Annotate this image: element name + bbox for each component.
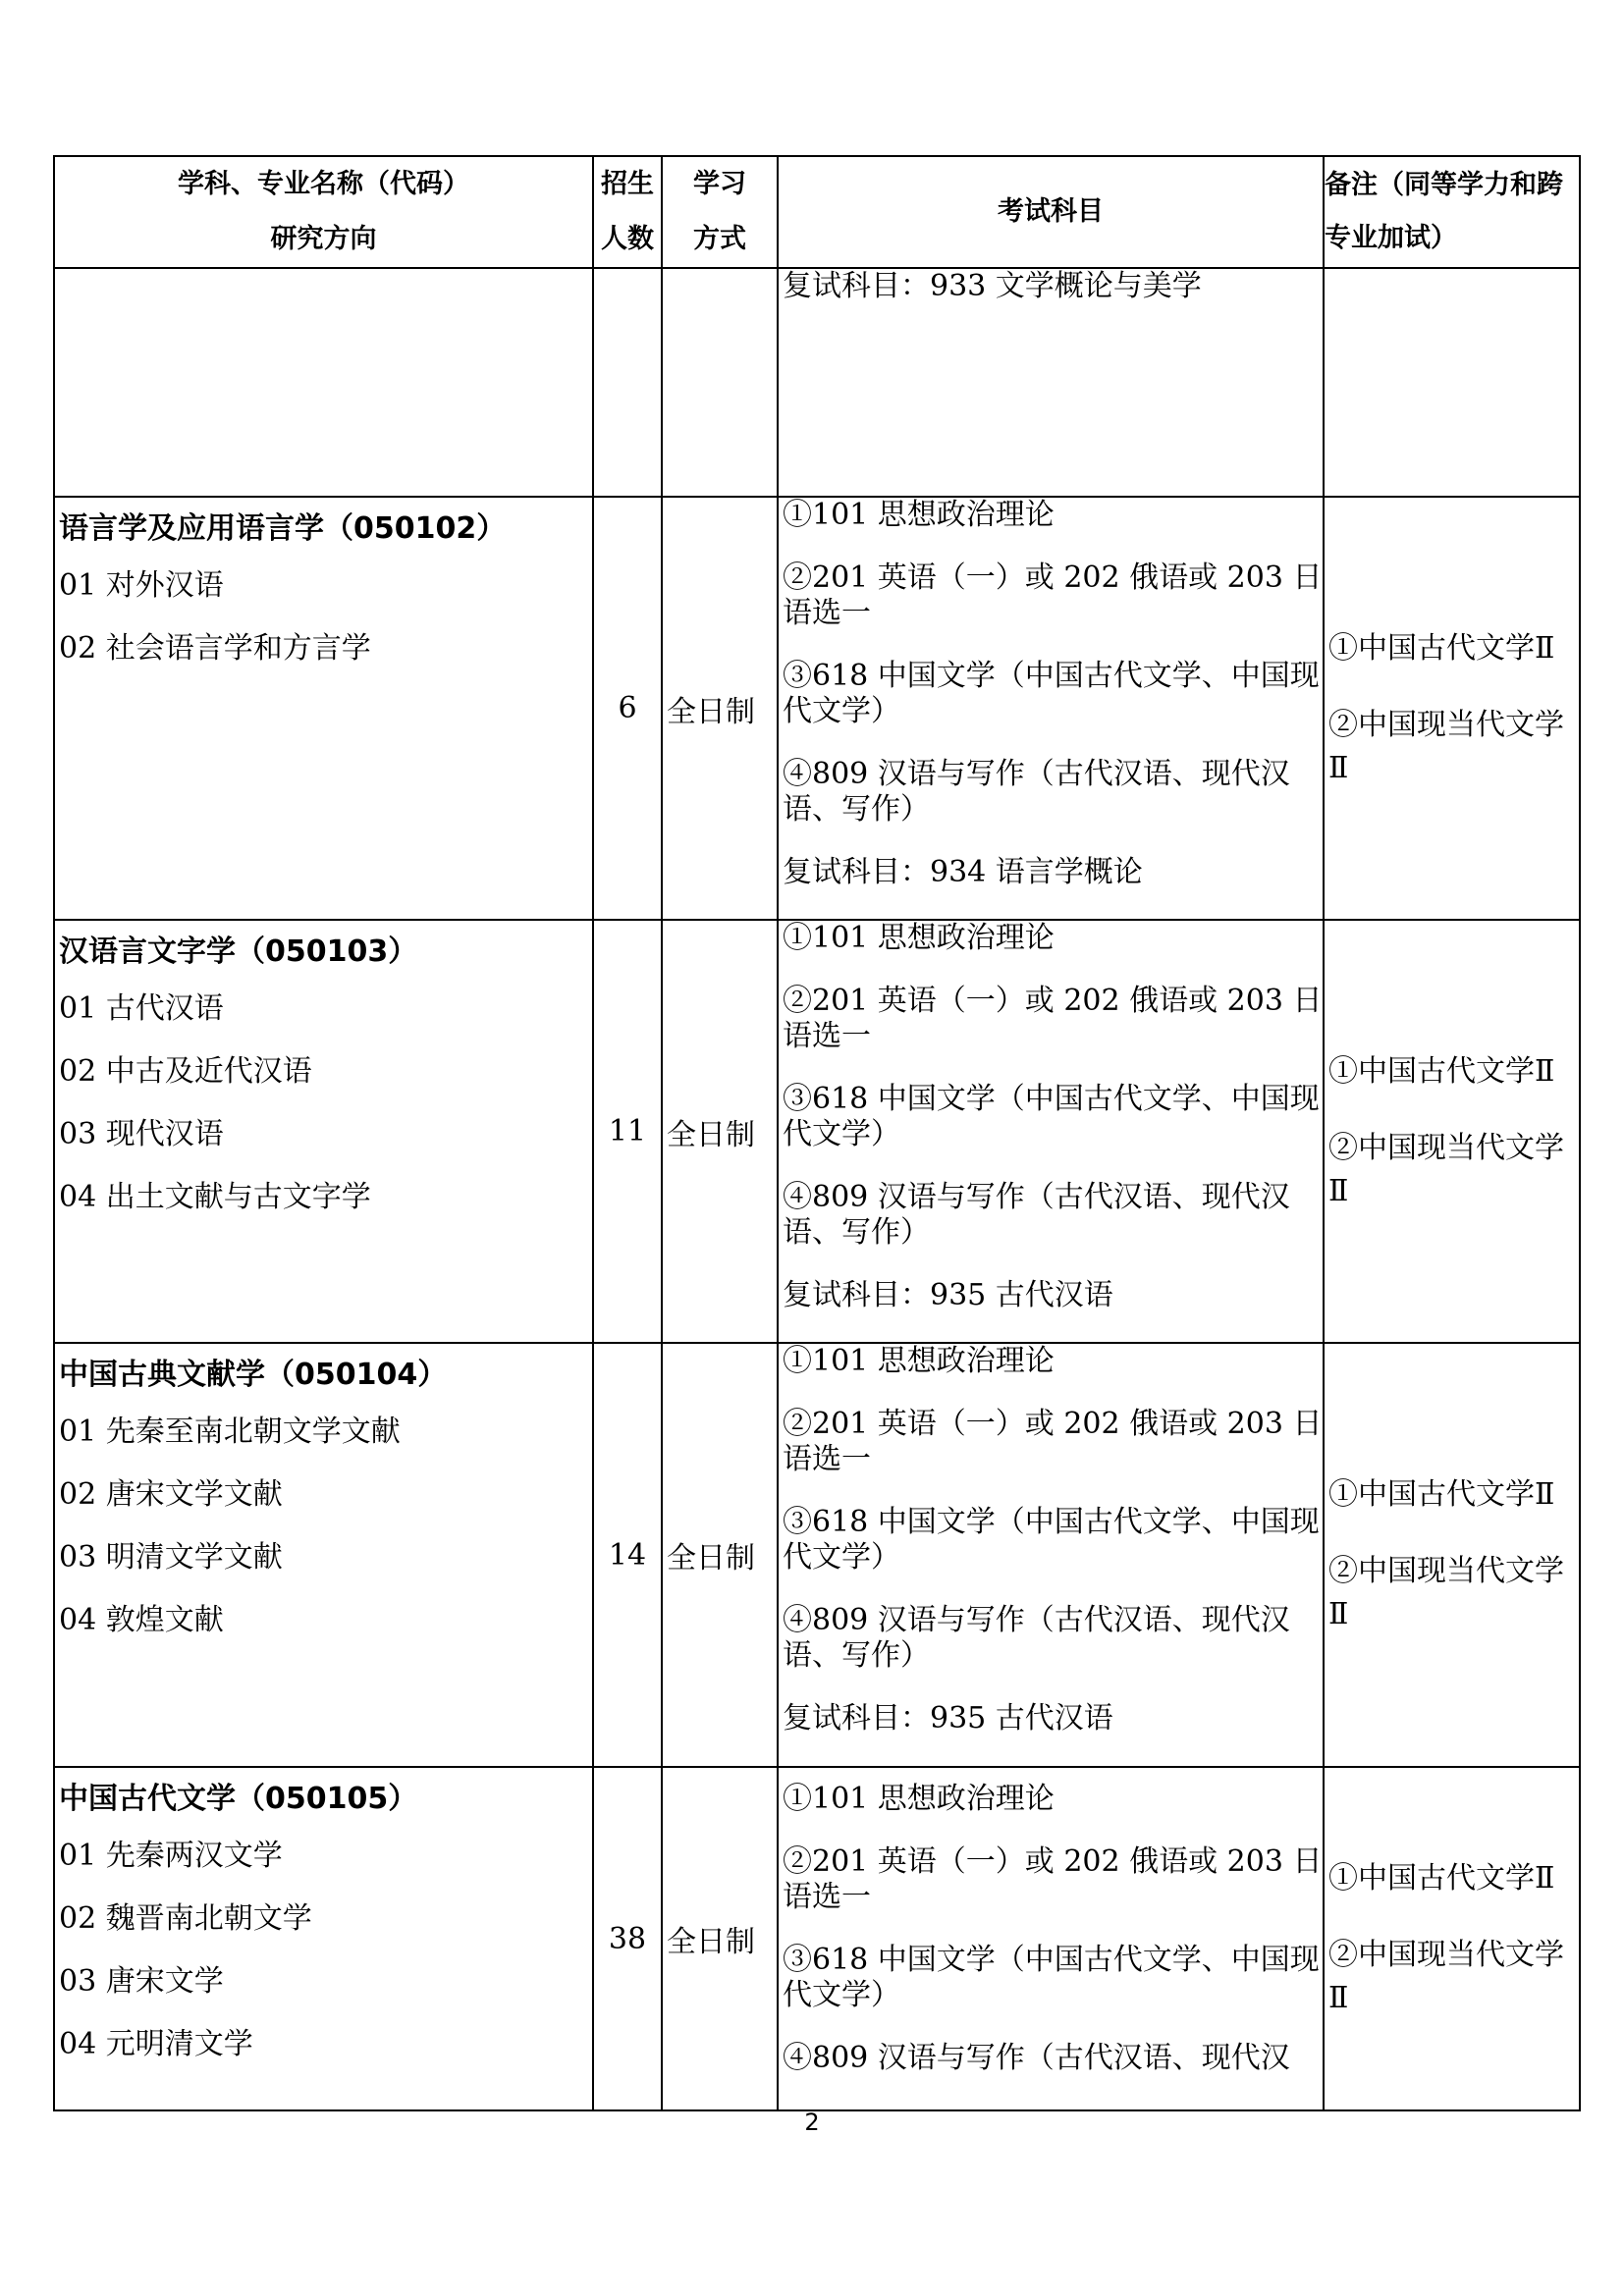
header-major [54, 156, 593, 268]
research-direction: 03 唐宋文学 [59, 1964, 224, 1999]
cell-count: 11 [593, 920, 662, 1343]
research-direction: 02 社会语言学和方言学 [59, 631, 371, 666]
cell-count: 14 [593, 1343, 662, 1767]
admissions-table [53, 155, 1581, 2111]
exam-subject: ④809 汉语与写作（古代汉语、现代汉语、写作） [783, 757, 1290, 827]
cell-exams [778, 920, 1324, 1343]
exam-subject: ③618 中国文学（中国古代文学、中国现代文学） [783, 659, 1320, 728]
remark-item: ②中国现当代文学Ⅱ [1328, 1554, 1564, 1631]
remark-item: ②中国现当代文学Ⅱ [1328, 1130, 1564, 1208]
exam-subject: ①101 思想政治理论 [783, 921, 1055, 955]
header-exams [778, 156, 1324, 268]
table-row [54, 920, 1580, 1343]
cell-count: 6 [593, 497, 662, 920]
research-direction: 04 敦煌文献 [59, 1603, 224, 1637]
header-mode-line2: 方式 [693, 224, 746, 254]
remark-item: ①中国古代文学Ⅱ [1328, 1861, 1555, 1896]
exam-subject: ②201 英语（一）或 202 俄语或 203 日语选一 [783, 984, 1323, 1053]
header-major-line2: 研究方向 [270, 224, 377, 254]
research-direction: 01 对外汉语 [59, 568, 224, 603]
research-direction: 01 古代汉语 [59, 991, 224, 1026]
remark-item: ①中国古代文学Ⅱ [1328, 1053, 1555, 1089]
cell-major [54, 920, 593, 1343]
header-major-line1: 学科、专业名称（代码） [178, 169, 469, 199]
exam-subject: ④809 汉语与写作（古代汉语、现代汉 [783, 2041, 1290, 2075]
research-direction: 04 出土文献与古文字学 [59, 1180, 371, 1214]
exam-subject: ③618 中国文学（中国古代文学、中国现代文学） [783, 1505, 1320, 1575]
header-remarks [1324, 156, 1580, 268]
header-mode [662, 156, 778, 268]
exam-subject: ①101 思想政治理论 [783, 1344, 1055, 1378]
cell-mode: 全日制 [662, 1767, 778, 2110]
header-count-line2: 人数 [601, 224, 654, 254]
research-direction: 01 先秦两汉文学 [59, 1839, 283, 1873]
research-direction: 02 魏晋南北朝文学 [59, 1901, 312, 1936]
cell-count: 38 [593, 1767, 662, 2110]
cell-remarks [1324, 497, 1580, 920]
exam-subject: 复试科目：935 古代汉语 [783, 1701, 1113, 1735]
cell-remarks [1324, 920, 1580, 1343]
research-direction: 02 唐宋文学文献 [59, 1477, 283, 1512]
cell-major [54, 497, 593, 920]
exam-subject: ③618 中国文学（中国古代文学、中国现代文学） [783, 1082, 1320, 1151]
table-header-row [54, 156, 1580, 268]
cell-remarks [1324, 1767, 1580, 2110]
cell-exams [778, 497, 1324, 920]
research-direction: 01 先秦至南北朝文学文献 [59, 1415, 401, 1449]
research-direction: 04 元明清文学 [59, 2027, 253, 2061]
header-exams-label: 考试科目 [998, 196, 1104, 227]
exam-subject: ①101 思想政治理论 [783, 498, 1055, 532]
table-row [54, 1767, 1580, 2110]
header-mode-line1: 学习 [693, 169, 746, 199]
cell-count-empty [593, 268, 662, 497]
cell-mode: 全日制 [662, 1343, 778, 1767]
research-direction: 02 中古及近代汉语 [59, 1054, 312, 1089]
remark-item: ②中国现当代文学Ⅱ [1328, 707, 1564, 785]
remark-item: ②中国现当代文学Ⅱ [1328, 1938, 1564, 2015]
exam-subject: ②201 英语（一）或 202 俄语或 203 日语选一 [783, 561, 1323, 630]
cell-major-empty [54, 268, 593, 497]
table-row [54, 1343, 1580, 1767]
exam-subject: ②201 英语（一）或 202 俄语或 203 日语选一 [783, 1407, 1323, 1476]
header-count-line1: 招生 [601, 169, 654, 199]
table-row [54, 497, 1580, 920]
major-name: 汉语言文字学（050103） [59, 934, 418, 969]
cell-mode: 全日制 [662, 920, 778, 1343]
cell-mode: 全日制 [662, 497, 778, 920]
exam-subject: 复试科目：934 语言学概论 [783, 855, 1143, 889]
table-row-continued [54, 268, 1580, 497]
remark-item: ①中国古代文学Ⅱ [1328, 1477, 1555, 1512]
cell-exams [778, 268, 1324, 497]
cell-exams [778, 1767, 1324, 2110]
major-name: 中国古代文学（050105） [59, 1782, 418, 1816]
research-direction: 03 现代汉语 [59, 1117, 224, 1151]
research-direction: 03 明清文学文献 [59, 1540, 283, 1575]
exam-subject: 复试科目：935 古代汉语 [783, 1278, 1113, 1312]
retest-subject: 复试科目：933 文学概论与美学 [783, 269, 1202, 303]
exam-subject: ③618 中国文学（中国古代文学、中国现代文学） [783, 1943, 1320, 2012]
cell-remarks [1324, 1343, 1580, 1767]
exam-subject: ②201 英语（一）或 202 俄语或 203 日语选一 [783, 1844, 1323, 1914]
header-remarks-line2: 专业加试） [1325, 223, 1457, 253]
header-remarks-line1: 备注（同等学力和跨 [1325, 170, 1563, 200]
cell-exams [778, 1343, 1324, 1767]
cell-major [54, 1343, 593, 1767]
exam-subject: ④809 汉语与写作（古代汉语、现代汉语、写作） [783, 1603, 1290, 1673]
exam-subject: ④809 汉语与写作（古代汉语、现代汉语、写作） [783, 1180, 1290, 1250]
cell-major [54, 1767, 593, 2110]
exam-subject: ①101 思想政治理论 [783, 1782, 1055, 1816]
major-name: 语言学及应用语言学（050102） [59, 511, 507, 546]
remark-item: ①中国古代文学Ⅱ [1328, 630, 1555, 666]
major-name: 中国古典文献学（050104） [59, 1358, 448, 1392]
page-number: 2 [804, 2109, 820, 2136]
header-count [593, 156, 662, 268]
cell-mode-empty [662, 268, 778, 497]
cell-remarks-empty [1324, 268, 1580, 497]
